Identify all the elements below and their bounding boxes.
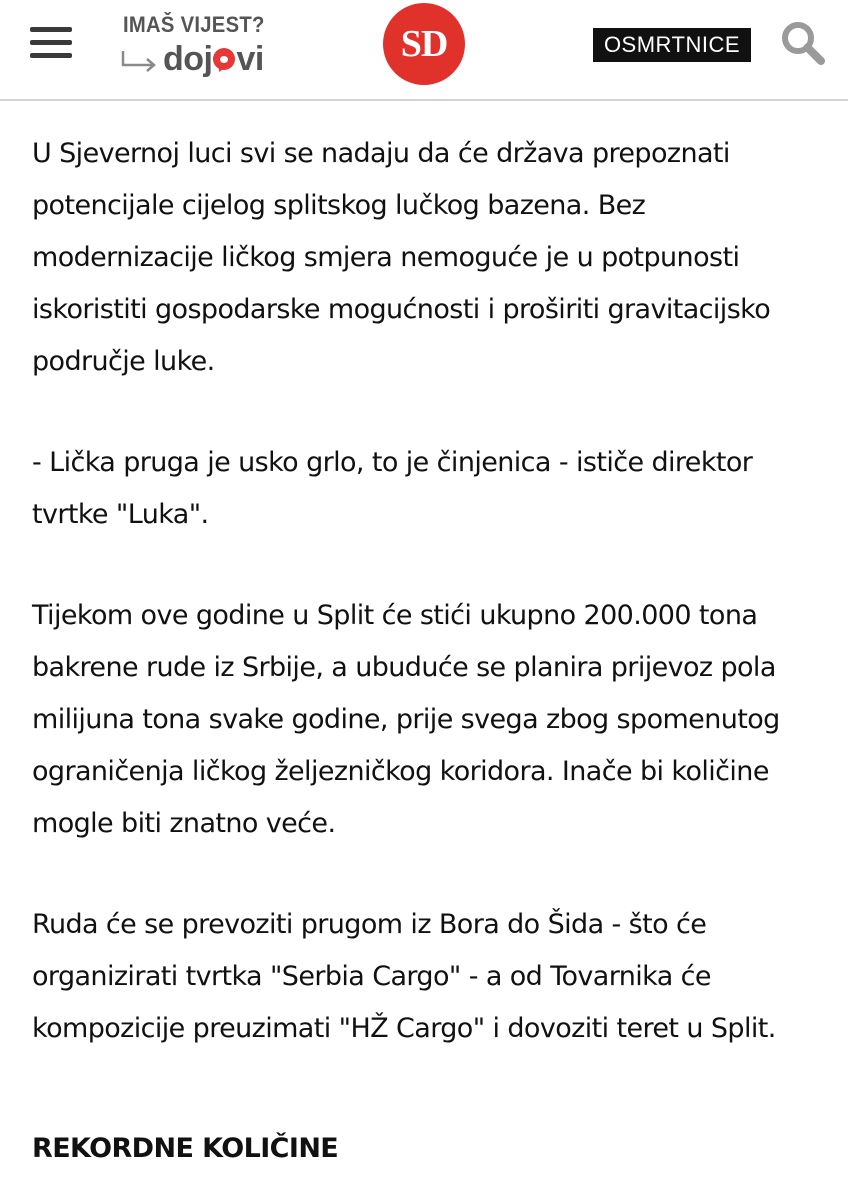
article-body <box>32 128 822 1164</box>
search-icon <box>780 20 826 66</box>
article-paragraph: Ruda će se prevoziti prugom iz Bora do Šida - što će organizirati tvrtka "Serbia Cargo" - a od Tovarnika će kompozicije preuzimati "HŽ Cargo" i dovoziti teret u Split. <box>32 909 776 1044</box>
hamburger-icon-bar <box>30 40 72 45</box>
tip-logo-text-start: doj <box>163 40 213 78</box>
article-subheading: REKORDNE KOLIČINE <box>32 1133 339 1164</box>
article-paragraph: Tijekom ove godine u Split će stići ukupno 200.000 tona bakrene rude iz Srbije, a ubuduće se planira prijevoz pola milijuna tona svake godine, prije svega zbog spomenutog ograničenja ličkog željezničkog koridora. Inače bi količine mogle biti znatno veće. <box>32 600 780 839</box>
article-paragraph: - Lička pruga je usko grlo, to je činjenica - ističe direktor tvrtke "Luka". <box>32 447 753 530</box>
hamburger-icon <box>30 27 72 32</box>
menu-button[interactable] <box>30 25 74 61</box>
speech-bubble-icon <box>213 48 235 70</box>
search-button[interactable] <box>780 20 826 66</box>
article-paragraph: U Sjevernoj luci svi se nadaju da će država prepoznati potencijale cijelog splitskog lučkog bazena. Bez modernizacije ličkog smjera nemoguće je u potpunosti iskoristiti gospodarske mogućnosti i proširiti gravitacijsko područje luke. <box>32 138 771 377</box>
tip-logo-bottom-text <box>163 40 264 79</box>
hamburger-icon-bar <box>30 53 72 58</box>
arrow-icon <box>121 49 159 73</box>
tip-logo-text-end: vi <box>236 40 264 78</box>
site-header <box>0 0 848 101</box>
site-logo-text: SD <box>400 23 448 65</box>
tip-logo-top-text: IMAŠ VIJEST? <box>123 12 265 37</box>
site-logo[interactable] <box>383 3 465 85</box>
tip-submission-logo[interactable] <box>121 6 281 86</box>
obituaries-button[interactable]: OSMRTNICE <box>593 28 751 62</box>
